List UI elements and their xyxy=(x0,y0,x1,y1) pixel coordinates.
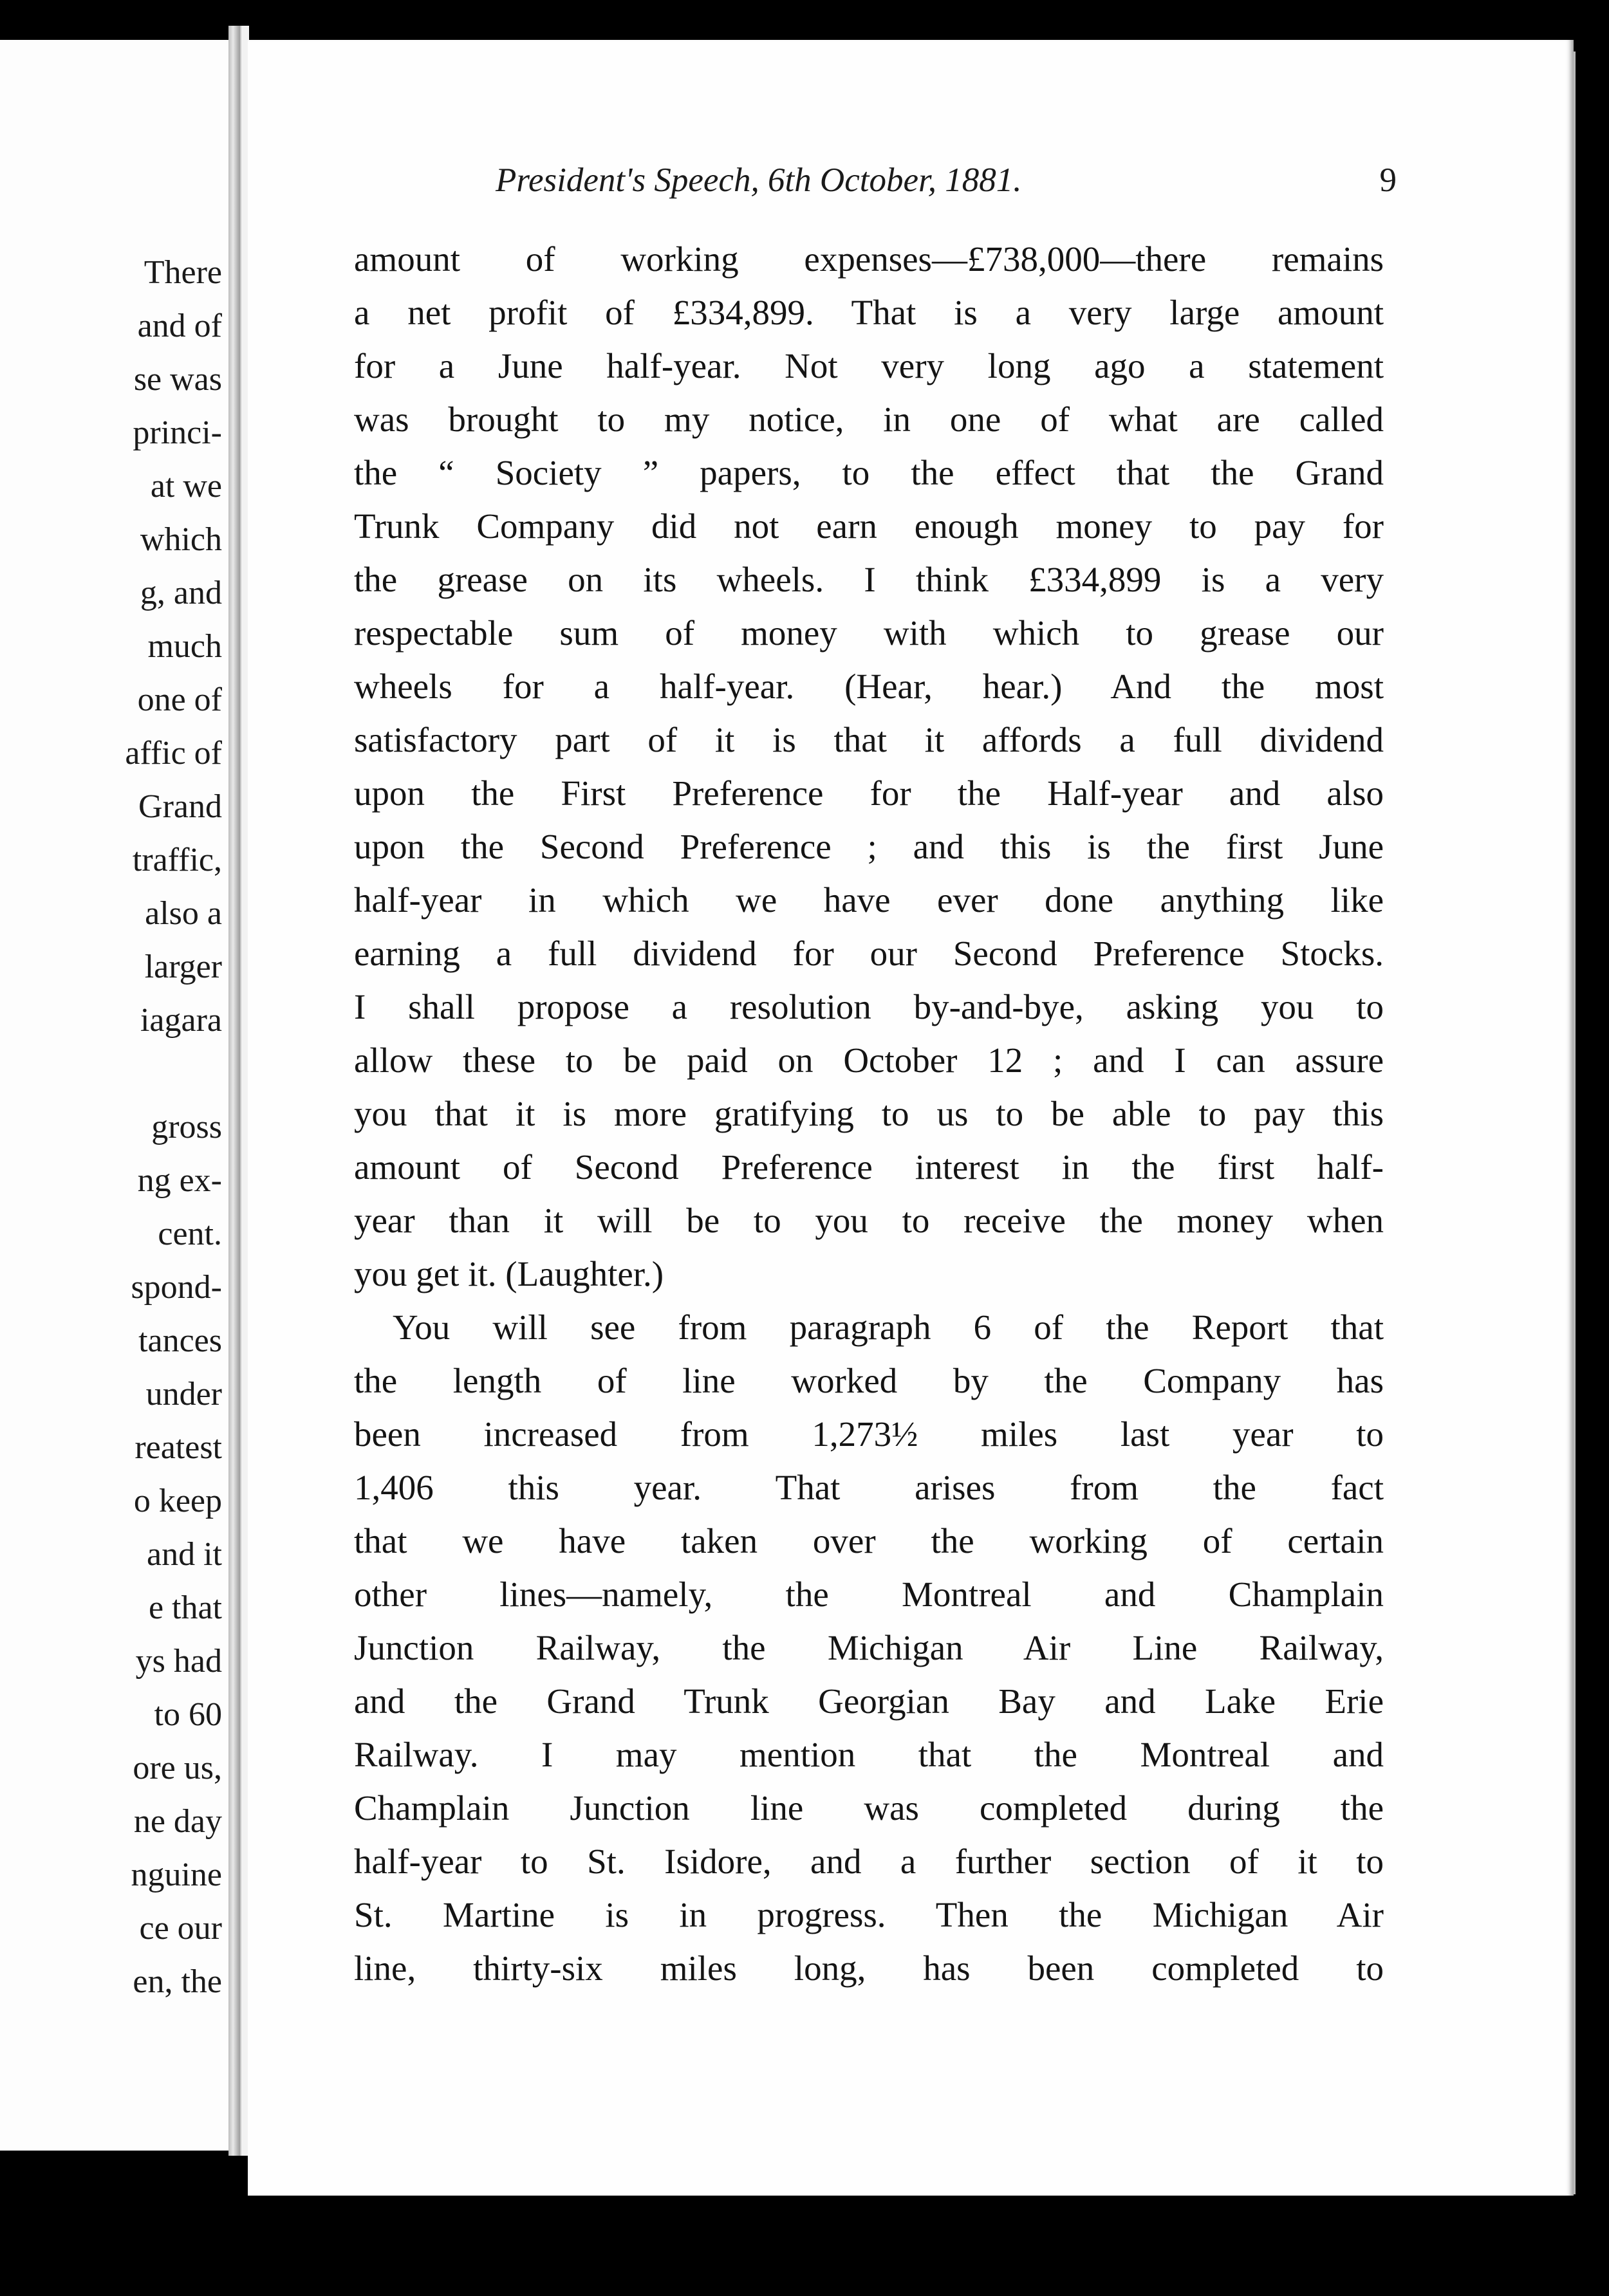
left-fragment: and it xyxy=(147,1536,222,1573)
left-fragment: spond- xyxy=(131,1269,222,1306)
text-line: you get it. (Laughter.) xyxy=(354,1254,664,1293)
text-line: Champlain Junction line was completed during the xyxy=(354,1788,1384,1828)
left-fragment: ne day xyxy=(133,1803,222,1840)
left-fragment: larger xyxy=(144,949,222,985)
text-line: other lines—namely, the Montreal and Champlain xyxy=(354,1575,1384,1614)
left-fragment: nguine xyxy=(131,1856,222,1893)
left-fragment: ore us, xyxy=(133,1750,222,1786)
left-fragment: ng ex- xyxy=(137,1162,222,1199)
text-line: you that it is more gratifying to us to be able to pay this xyxy=(354,1094,1384,1133)
left-fragment: There xyxy=(144,254,222,291)
text-line: the grease on its wheels. I think £334,899 is a very xyxy=(354,560,1384,599)
left-fragment: cent. xyxy=(158,1216,222,1252)
left-fragment: se was xyxy=(133,361,222,398)
text-line: Railway. I may mention that the Montreal and xyxy=(354,1735,1384,1774)
text-line: satisfactory part of it is that it affords a full dividend xyxy=(354,720,1384,759)
text-line: been increased from 1,273½ miles last year to xyxy=(354,1414,1384,1454)
left-fragment: g, and xyxy=(140,575,222,611)
running-title: President's Speech, 6th October, 1881. xyxy=(496,162,1022,199)
text-line: year than it will be to you to receive the money when xyxy=(354,1201,1384,1240)
text-line: amount of working expenses—£738,000—there remains xyxy=(354,239,1384,279)
left-fragment: ys had xyxy=(135,1643,222,1680)
text-line: a net profit of £334,899. That is a very large amount xyxy=(354,293,1384,332)
left-fragment: one of xyxy=(137,681,222,718)
left-fragment: ce our xyxy=(139,1910,222,1947)
left-fragment: gross xyxy=(151,1109,222,1145)
text-line: half-year to St. Isidore, and a further section of it to xyxy=(354,1842,1384,1881)
binding-gutter xyxy=(228,26,240,2156)
left-fragment: at we xyxy=(150,468,222,505)
text-line: the length of line worked by the Company has xyxy=(354,1361,1384,1400)
left-fragment: reatest xyxy=(135,1429,222,1466)
text-line: earning a full dividend for our Second Preference Stocks. xyxy=(354,934,1384,973)
left-fragment: e that xyxy=(148,1589,222,1626)
page-edge xyxy=(1574,51,1576,2194)
page-number: 9 xyxy=(1379,162,1397,199)
text-line: upon the Second Preference ; and this is the first June xyxy=(354,827,1384,866)
text-line: amount of Second Preference interest in the first half- xyxy=(354,1147,1384,1187)
left-fragment: also a xyxy=(145,895,222,932)
left-fragment: princi- xyxy=(133,414,222,451)
text-line: 1,406 this year. That arises from the fact xyxy=(354,1468,1384,1507)
left-fragment: much xyxy=(147,628,222,665)
text-line: respectable sum of money with which to grease our xyxy=(354,613,1384,653)
left-fragment: traffic, xyxy=(132,842,222,878)
left-fragment: under xyxy=(145,1376,222,1412)
text-line: wheels for a half-year. (Hear, hear.) And the most xyxy=(354,667,1384,706)
text-line: allow these to be paid on October 12 ; and I can assure xyxy=(354,1041,1384,1080)
text-line: the “ Society ” papers, to the effect that the Grand xyxy=(354,453,1384,492)
text-line: Trunk Company did not earn enough money to pay for xyxy=(354,506,1384,546)
text-line: and the Grand Trunk Georgian Bay and Lake Erie xyxy=(354,1681,1384,1721)
left-fragment: tances xyxy=(138,1322,222,1359)
left-fragment: to 60 xyxy=(154,1696,222,1733)
text-line: line, thirty-six miles long, has been completed to xyxy=(354,1949,1384,1988)
left-fragment: Grand xyxy=(138,788,222,825)
text-line: St. Martine is in progress. Then the Michigan Air xyxy=(354,1895,1384,1934)
text-line: I shall propose a resolution by-and-bye, asking you to xyxy=(354,987,1384,1026)
left-fragment: affic of xyxy=(125,735,222,772)
text-line: upon the First Preference for the Half-year and also xyxy=(354,773,1384,813)
left-page xyxy=(0,40,228,2151)
left-fragment: and of xyxy=(137,308,222,344)
text-line: Junction Railway, the Michigan Air Line Railway, xyxy=(354,1628,1384,1667)
text-line: that we have taken over the working of certain xyxy=(354,1521,1384,1560)
left-fragment: o keep xyxy=(133,1483,222,1519)
left-fragment: iagara xyxy=(140,1002,222,1039)
text-line: for a June half-year. Not very long ago a statement xyxy=(354,346,1384,385)
left-fragment: which xyxy=(140,521,222,558)
left-fragment: en, the xyxy=(133,1963,222,2000)
text-line: half-year in which we have ever done anything like xyxy=(354,880,1384,920)
text-line: You will see from paragraph 6 of the Report that xyxy=(393,1308,1384,1347)
text-line: was brought to my notice, in one of what are called xyxy=(354,400,1384,439)
